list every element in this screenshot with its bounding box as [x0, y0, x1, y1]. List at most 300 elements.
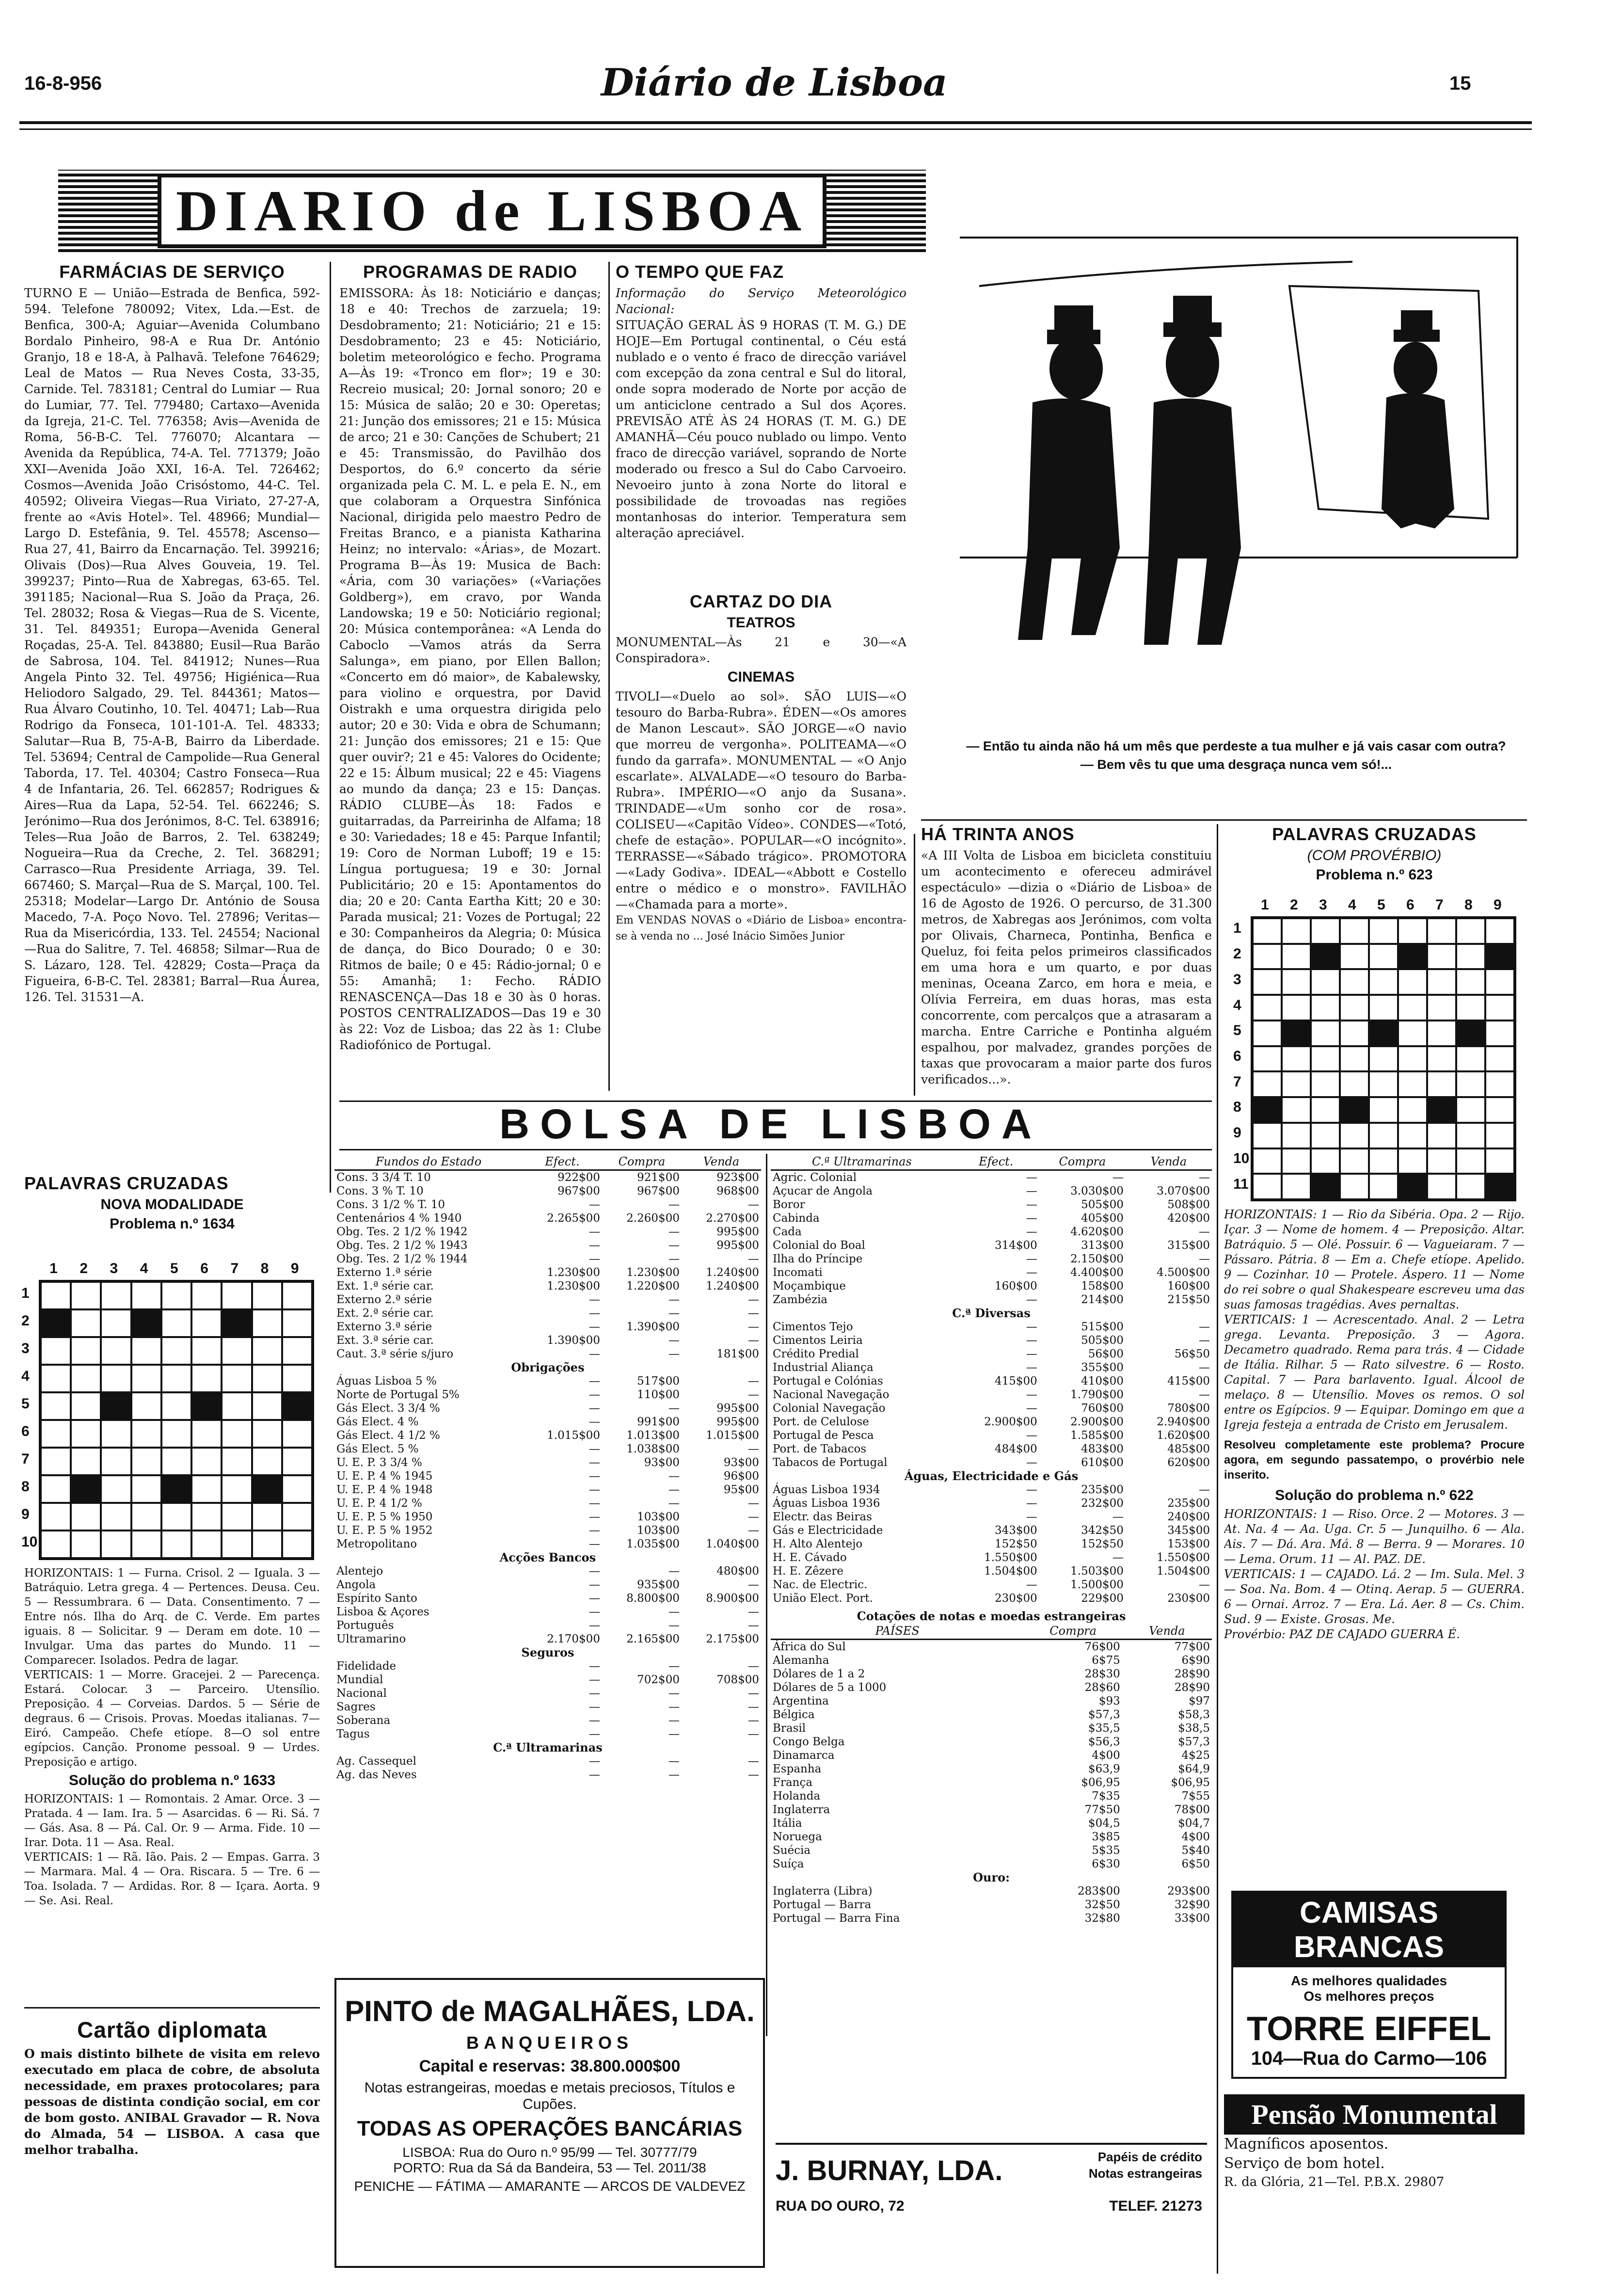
table-header: Venda [682, 1154, 761, 1170]
cartaz-title: CARTAZ DO DIA [689, 591, 833, 611]
row-value: 240$00 [1167, 1511, 1210, 1523]
crossword-cell [282, 1337, 312, 1365]
crossword-cell [222, 1392, 252, 1420]
column-divider [608, 262, 610, 1091]
table-row [334, 1578, 761, 1592]
table-row [334, 1497, 761, 1510]
crossword-cell [101, 1475, 131, 1503]
row-value: — [588, 1416, 600, 1428]
row-label: Obg. Tes. 2 1/2 % 1942 [336, 1226, 468, 1238]
crossword-cell [222, 1282, 252, 1309]
row-value: — [748, 1388, 759, 1401]
crossword-cell [1282, 918, 1311, 944]
table-section [771, 1307, 1212, 1320]
crossword-cell [252, 1503, 282, 1531]
table-header: PAÍSES [771, 1623, 1024, 1640]
crossword-cell [41, 1392, 71, 1420]
column-divider [914, 834, 915, 1096]
crossword-row-number: 10 [21, 1533, 38, 1550]
row-value: 995$00 [716, 1226, 759, 1238]
table-row [771, 1537, 1212, 1551]
crossword-cell [1427, 1020, 1456, 1046]
row-label: Norte de Portugal 5% [336, 1388, 460, 1401]
crossword-cell [1456, 918, 1485, 944]
crossword-row-number: 6 [21, 1423, 30, 1439]
crossword-col-number: 2 [1290, 897, 1298, 913]
row-value: 2.900$00 [984, 1416, 1037, 1428]
row-value: 620$00 [1167, 1456, 1210, 1469]
table-row [334, 1266, 761, 1279]
table-header: Compra [1039, 1154, 1126, 1170]
row-label: Sagres [336, 1701, 376, 1713]
crossword-cell [1311, 944, 1340, 970]
table-header: Efect. [953, 1154, 1039, 1170]
crossword-cell [191, 1475, 222, 1503]
row-value: 995$00 [716, 1416, 759, 1428]
row-value: 922$00 [557, 1171, 600, 1184]
row-label: Ultramarino [336, 1633, 406, 1645]
crossword-cell [1282, 1123, 1311, 1148]
row-label: Ilha do Príncipe [773, 1253, 863, 1265]
crossword-cell [161, 1503, 191, 1531]
crossword-cell [1369, 1123, 1398, 1148]
crossword-cell [222, 1365, 252, 1392]
row-label: Caut. 3.ª série s/juro [336, 1348, 454, 1360]
table-row [334, 1334, 761, 1347]
crossword-cell [1369, 944, 1398, 970]
row-value: $57,3 [1088, 1708, 1120, 1721]
crossword-col-number: 7 [230, 1260, 239, 1276]
table-section-title: Ouro: [973, 1870, 1010, 1884]
table-row [771, 1510, 1212, 1524]
crossword-cell [191, 1448, 222, 1475]
crossword-cell [191, 1503, 222, 1531]
row-value: — [668, 1714, 680, 1727]
row-label: África do Sul [773, 1641, 846, 1653]
row-value: 6$50 [1181, 1858, 1210, 1870]
burnay-name: J. BURNAY, LDA. [776, 2155, 1003, 2186]
row-value: 1.230$00 [626, 1266, 680, 1279]
row-value: — [748, 1334, 759, 1347]
crossword-cell [1340, 995, 1369, 1020]
table-row [334, 1632, 761, 1646]
crossword-cell [41, 1309, 71, 1337]
row-label: Crédito Predial [773, 1348, 859, 1360]
table-row [771, 1789, 1212, 1803]
crossword-row-number: 4 [21, 1368, 30, 1384]
crossword-cell [252, 1337, 282, 1365]
crossword-cell [222, 1448, 252, 1475]
row-value: — [668, 1483, 680, 1496]
pensao-address: R. da Glória, 21—Tel. P.B.X. 29807 [1224, 2175, 1445, 2189]
crossword-cell [1311, 1046, 1340, 1072]
crossword-cell [1369, 1071, 1398, 1097]
row-value: — [668, 1660, 680, 1673]
row-value: 28$90 [1174, 1681, 1210, 1694]
crossword-cell [222, 1420, 252, 1448]
crossword-col-number: 5 [1377, 897, 1385, 913]
table-row [771, 1898, 1212, 1912]
table-row [334, 1510, 761, 1524]
crossword-cell [1369, 995, 1398, 1020]
row-value: 4.620$00 [1070, 1226, 1124, 1238]
table-header: Venda [1126, 1154, 1212, 1170]
crossword-2-grid [1251, 916, 1516, 1201]
row-value: 215$50 [1167, 1293, 1210, 1306]
burnay-ad [776, 2143, 1207, 2266]
row-value: 517$00 [637, 1375, 680, 1387]
teatros-title: TEATROS [727, 615, 795, 631]
row-value: 1.015$00 [706, 1429, 759, 1442]
bolsa-table-right [771, 1154, 1212, 1605]
row-value: — [588, 1619, 600, 1632]
crossword-cell [1311, 969, 1340, 995]
pinto-name: PINTO de MAGALHÃES, LDA. [345, 1995, 755, 2027]
crossword-cell [1282, 1046, 1311, 1072]
row-value: — [588, 1253, 600, 1265]
row-label: Gás Elect. 5 % [336, 1443, 419, 1455]
row-label: Inglaterra [773, 1803, 830, 1816]
crossword-cell [252, 1392, 282, 1420]
row-label: Externo 1.ª série [336, 1266, 432, 1279]
column-divider [766, 1154, 767, 2036]
crossword-cell [161, 1531, 191, 1558]
row-value: 103$00 [637, 1511, 680, 1523]
crossword-cell [191, 1337, 222, 1365]
crossword-cell [282, 1503, 312, 1531]
table-section [334, 1646, 761, 1659]
camisas-title: CAMISAS BRANCAS [1233, 1893, 1505, 1967]
table-row [771, 1415, 1212, 1429]
cotacoes-table [771, 1610, 1212, 1925]
row-value: — [748, 1687, 759, 1700]
crossword-cell [1340, 1071, 1369, 1097]
table-row [771, 1844, 1212, 1857]
crossword-cell [1340, 918, 1369, 944]
crossword-cell [1253, 1174, 1282, 1199]
table-row [334, 1347, 761, 1361]
row-value: 235$00 [1081, 1483, 1124, 1496]
crossword-cell [222, 1475, 252, 1503]
row-value: 4.500$00 [1157, 1266, 1210, 1279]
row-label: U. E. P. 3 3/4 % [336, 1456, 422, 1469]
row-value: — [668, 1497, 680, 1510]
row-value: — [1026, 1226, 1037, 1238]
table-row [771, 1170, 1212, 1185]
row-value: — [1199, 1171, 1210, 1184]
row-label: Alentejo [336, 1565, 383, 1578]
crossword-cell [1427, 1123, 1456, 1148]
table-row [334, 1374, 761, 1388]
row-value: $58,3 [1178, 1708, 1210, 1721]
crossword-cell [41, 1531, 71, 1558]
crossword-cell [1253, 995, 1282, 1020]
row-value: — [588, 1293, 600, 1306]
row-value: 2.175$00 [706, 1633, 759, 1645]
trinta-text: «A III Volta de Lisboa em bicicleta constituiu um acontecimento e ofereceu admirável espectáculo» —dizia o «Diário de Lisboa» de 16 de Agosto de 1926. O percurso, de 31.300 metros, de Xabregas aos Jerónimos, com volta por Olivais, Charneca, Pontinha, Benfica e Queluz, foi feita pelos primeiros classificados em uma hora e um quarto, e por duas meninas, Oceana Zarco, em hora e meia, e Olívia Ferreira, em duas horas, mas esta concorrente, com percalços que a atrasaram a marcha. Entre Carriche e Pontinha alguém espalhou, por malvadez, grandes porções de taxas que provocaram a maior parte dos furos verificados...». [921, 848, 1212, 1086]
crossword-cell [101, 1448, 131, 1475]
row-value: — [748, 1253, 759, 1265]
row-value: — [588, 1728, 600, 1740]
table-section-title: Cotações de notas e moedas estrangeiras [857, 1609, 1126, 1623]
crossword-cell [41, 1337, 71, 1365]
row-value: 1.504$00 [984, 1565, 1037, 1578]
crossword-cell [1253, 918, 1282, 944]
row-value: 56$50 [1174, 1348, 1210, 1360]
row-value: 1.035$00 [626, 1538, 680, 1550]
table-header-row [334, 1154, 761, 1170]
row-value: 1.220$00 [626, 1280, 680, 1292]
crossword-cell [1253, 944, 1282, 970]
row-value: 995$00 [716, 1402, 759, 1415]
row-value: $04,7 [1178, 1817, 1210, 1830]
crossword-1-subtitle: NOVA MODALIDADE [100, 1196, 244, 1212]
crossword-cell [101, 1531, 131, 1558]
crossword-row-number: 5 [21, 1395, 30, 1412]
row-value: — [588, 1470, 600, 1483]
row-value: 181$00 [716, 1348, 759, 1360]
row-label: Metropolitano [336, 1538, 417, 1550]
table-row [334, 1402, 761, 1415]
row-value: 160$00 [995, 1280, 1037, 1292]
row-value: 2.150$00 [1070, 1253, 1124, 1265]
crossword-cell [252, 1365, 282, 1392]
crossword-cell [1398, 944, 1427, 970]
table-row [771, 1708, 1212, 1722]
crossword-2-clues [1224, 1207, 1525, 1803]
crossword-cell [101, 1337, 131, 1365]
row-value: 1.620$00 [1157, 1429, 1210, 1442]
row-label: H. E. Cávado [773, 1551, 847, 1564]
table-header: Efect. [523, 1154, 602, 1170]
crossword-2-head [1224, 824, 1525, 892]
row-label: Espanha [773, 1763, 822, 1775]
pinto-line3: Notas estrangeiras, moedas e metais preciosos, Títulos e Cupões. [364, 2080, 735, 2112]
row-value: 343$00 [995, 1524, 1037, 1537]
radio-column [339, 262, 601, 1096]
table-row [771, 1803, 1212, 1817]
row-value: 28$30 [1084, 1668, 1120, 1680]
crossword-row-number: 9 [21, 1506, 30, 1522]
row-label: Port. de Celulose [773, 1416, 869, 1428]
crossword-cell [41, 1448, 71, 1475]
crossword-1-verticais: VERTICAIS: 1 — Morre. Gracejei. 2 — Parecença. Estará. Colocar. 3 — Parceiro. Utensílio. Preposição. 4 — Corveias. Dardos. 5 — Série de degraus. 6 — Crisois. Provas. Moedas italianas. 7—Eiró. Campeão. Chefe etíope. 8—O sol entre egípcios. Canção. Pronome pessoal. 9 — Urdes. Preposição e artigo. [24, 1669, 320, 1769]
crossword-cell [131, 1531, 161, 1558]
row-value: $63,9 [1088, 1763, 1120, 1775]
crossword-cell [1427, 944, 1456, 970]
row-label: Dólares de 1 a 2 [773, 1668, 865, 1680]
table-row [771, 1912, 1212, 1925]
table-row [771, 1334, 1212, 1347]
crossword-2-resolveu: Resolveu completamente este problema? Procure agora, em segundo passatempo, o provérbio nele inserito. [1224, 1438, 1525, 1482]
crossword-col-number: 9 [290, 1260, 299, 1276]
crossword-cell [1253, 969, 1282, 995]
crossword-cell [1369, 1174, 1398, 1199]
row-value: 480$00 [716, 1565, 759, 1578]
table-row [771, 1212, 1212, 1225]
table-row [334, 1673, 761, 1687]
table-row [771, 1279, 1212, 1293]
row-value: — [748, 1619, 759, 1632]
table-section-title: Acções Bancos [499, 1550, 596, 1564]
row-value: 1.500$00 [1070, 1578, 1124, 1591]
crossword-cell [1398, 1174, 1427, 1199]
crossword-1-solution-v: VERTICAIS: 1 — Rã. Ião. Pais. 2 — Empas. Garra. 3 — Marmara. Mal. 4 — Ora. Riscara. 5 — Tre. 6 — Toa. Isolada. 7 — Ardidas. Ror. 8 — Içara. Aorta. 9 — Se. Asi. Real. [24, 1851, 320, 1907]
row-value: — [668, 1687, 680, 1700]
crossword-cell [1398, 995, 1427, 1020]
row-value: — [668, 1226, 680, 1238]
row-label: Mundial [336, 1674, 383, 1686]
row-value: $35,5 [1088, 1722, 1120, 1735]
crossword-cell [1340, 1123, 1369, 1148]
row-value: 935$00 [637, 1578, 680, 1591]
row-value: 214$00 [1081, 1293, 1124, 1306]
row-value: 1.013$00 [626, 1429, 680, 1442]
crossword-row-number: 5 [1233, 1022, 1241, 1039]
crossword-cell [71, 1337, 101, 1365]
table-row [771, 1694, 1212, 1708]
row-label: Águas Lisboa 5 % [336, 1375, 437, 1387]
row-value: — [588, 1565, 600, 1578]
crossword-cell [131, 1503, 161, 1531]
crossword-cell [1398, 1071, 1427, 1097]
table-row [771, 1830, 1212, 1844]
table-row [771, 1225, 1212, 1239]
row-value: 760$00 [1081, 1402, 1124, 1415]
crossword-cell [282, 1531, 312, 1558]
row-value: — [748, 1755, 759, 1768]
tempo-column [616, 262, 906, 611]
row-value: — [1026, 1171, 1037, 1184]
crossword-cell [1485, 1071, 1514, 1097]
row-value: — [588, 1660, 600, 1673]
bolsa-table-left [334, 1154, 761, 1782]
crossword-cell [1398, 1046, 1427, 1072]
crossword-2-verticais: VERTICAIS: 1 — Acrescentado. Anal. 2 — Letra grega. Levanta. Preposição. 3 — Agora. Decametro quadrado. Rema para trás. 4 — Cidade de Itália. Rilhar. 5 — Rato silvestre. 6 — Rosto. Capital. 7 — Para barlavento. Igual. Álcool de melaço. 8 — Utensílio. Moves os remos. O sol entre os Egípcios. 9 — Equipar. Domingo em que a Igreja festeja a entrada de Cristo em Jerusalem. [1224, 1313, 1525, 1432]
cartoon-caption [950, 737, 1522, 774]
row-value: 93$00 [644, 1456, 680, 1469]
row-label: Águas Lisboa 1934 [773, 1483, 880, 1496]
row-label: Cabinda [773, 1212, 820, 1225]
row-label: Portugal — Barra Fina [773, 1912, 900, 1925]
crossword-cell [1311, 995, 1340, 1020]
table-row [334, 1727, 761, 1741]
table-row [771, 1347, 1212, 1361]
crossword-cell [1282, 944, 1311, 970]
row-value: 110$00 [637, 1388, 680, 1401]
crossword-cell [71, 1475, 101, 1503]
row-value: 5$40 [1181, 1844, 1210, 1857]
table-row [334, 1279, 761, 1293]
row-value: 235$00 [1167, 1497, 1210, 1510]
row-value: — [588, 1592, 600, 1605]
row-value: — [668, 1606, 680, 1618]
crossword-row-number: 6 [1233, 1048, 1241, 1064]
row-value: $57,3 [1178, 1736, 1210, 1748]
crossword-2-subtitle: (COM PROVÉRBIO) [1307, 847, 1442, 863]
row-label: Ag. Cassequel [336, 1755, 416, 1768]
table-row [334, 1225, 761, 1239]
crossword-cell [1485, 1097, 1514, 1123]
crossword-cell [1311, 1148, 1340, 1174]
crossword-cell [282, 1282, 312, 1309]
table-row [771, 1239, 1212, 1252]
row-label: Obg. Tes. 2 1/2 % 1944 [336, 1253, 468, 1265]
trinta-column [921, 824, 1212, 1096]
table-row [771, 1667, 1212, 1681]
crossword-cell [71, 1282, 101, 1309]
row-value: — [1026, 1388, 1037, 1401]
row-label: Itália [773, 1817, 802, 1830]
crossword-cell [1456, 1148, 1485, 1174]
row-value: — [588, 1674, 600, 1686]
table-header: Fundos do Estado [334, 1154, 523, 1170]
row-value: — [668, 1307, 680, 1320]
row-label: Bélgica [773, 1708, 815, 1721]
crossword-cell [101, 1503, 131, 1531]
crossword-1-title: PALAVRAS CRUZADAS [24, 1173, 229, 1193]
table-row [771, 1749, 1212, 1762]
row-value: 405$00 [1081, 1212, 1124, 1225]
burnay-address: RUA DO OURO, 72 [776, 2198, 905, 2214]
crossword-col-number: 1 [49, 1260, 58, 1276]
camisas-address: 104—Rua do Carmo—106 [1251, 2048, 1487, 2069]
crossword-1-head [24, 1173, 320, 1256]
table-row [771, 1640, 1212, 1654]
crossword-cell [191, 1365, 222, 1392]
crossword-cell [1311, 918, 1340, 944]
row-label: Cimentos Tejo [773, 1321, 853, 1333]
pinto-line1: BANQUEIROS [466, 2033, 634, 2053]
crossword-cell [41, 1420, 71, 1448]
table-section-title: Seguros [521, 1645, 574, 1659]
row-value: — [1026, 1483, 1037, 1496]
crossword-cell [101, 1392, 131, 1420]
row-value: — [588, 1497, 600, 1510]
row-value: — [748, 1660, 759, 1673]
crossword-col-number: 5 [170, 1260, 178, 1276]
crossword-cell [1282, 995, 1311, 1020]
row-label: Nac. de Electric. [773, 1578, 868, 1591]
crossword-cell [161, 1282, 191, 1309]
row-value: — [588, 1769, 600, 1781]
cartao-ad [24, 2017, 320, 2259]
crossword-cell [1282, 1071, 1311, 1097]
row-label: Nacional [336, 1687, 387, 1700]
row-value: 921$00 [637, 1171, 680, 1184]
table-row [771, 1388, 1212, 1402]
crossword-row-number: 3 [1233, 971, 1241, 988]
row-value: 103$00 [637, 1524, 680, 1537]
pensao-line2: Magníficos aposentos. [1224, 2136, 1389, 2152]
crossword-col-number: 8 [1464, 897, 1473, 913]
crossword-row-number: 9 [1233, 1125, 1241, 1141]
crossword-cell [71, 1309, 101, 1337]
crossword-cell [161, 1309, 191, 1337]
row-value: 28$60 [1084, 1681, 1120, 1694]
crossword-cell [1369, 1020, 1398, 1046]
crossword-cell [131, 1309, 161, 1337]
cinemas-title: CINEMAS [727, 669, 795, 685]
row-label: Açucar de Angola [773, 1185, 873, 1197]
row-value: — [748, 1375, 759, 1387]
row-value: 283$00 [1077, 1885, 1120, 1897]
crossword-cell [161, 1420, 191, 1448]
row-label: Gás e Electricidade [773, 1524, 883, 1537]
crossword-cell [1456, 1020, 1485, 1046]
table-row [334, 1605, 761, 1619]
table-header: Compra [602, 1154, 682, 1170]
